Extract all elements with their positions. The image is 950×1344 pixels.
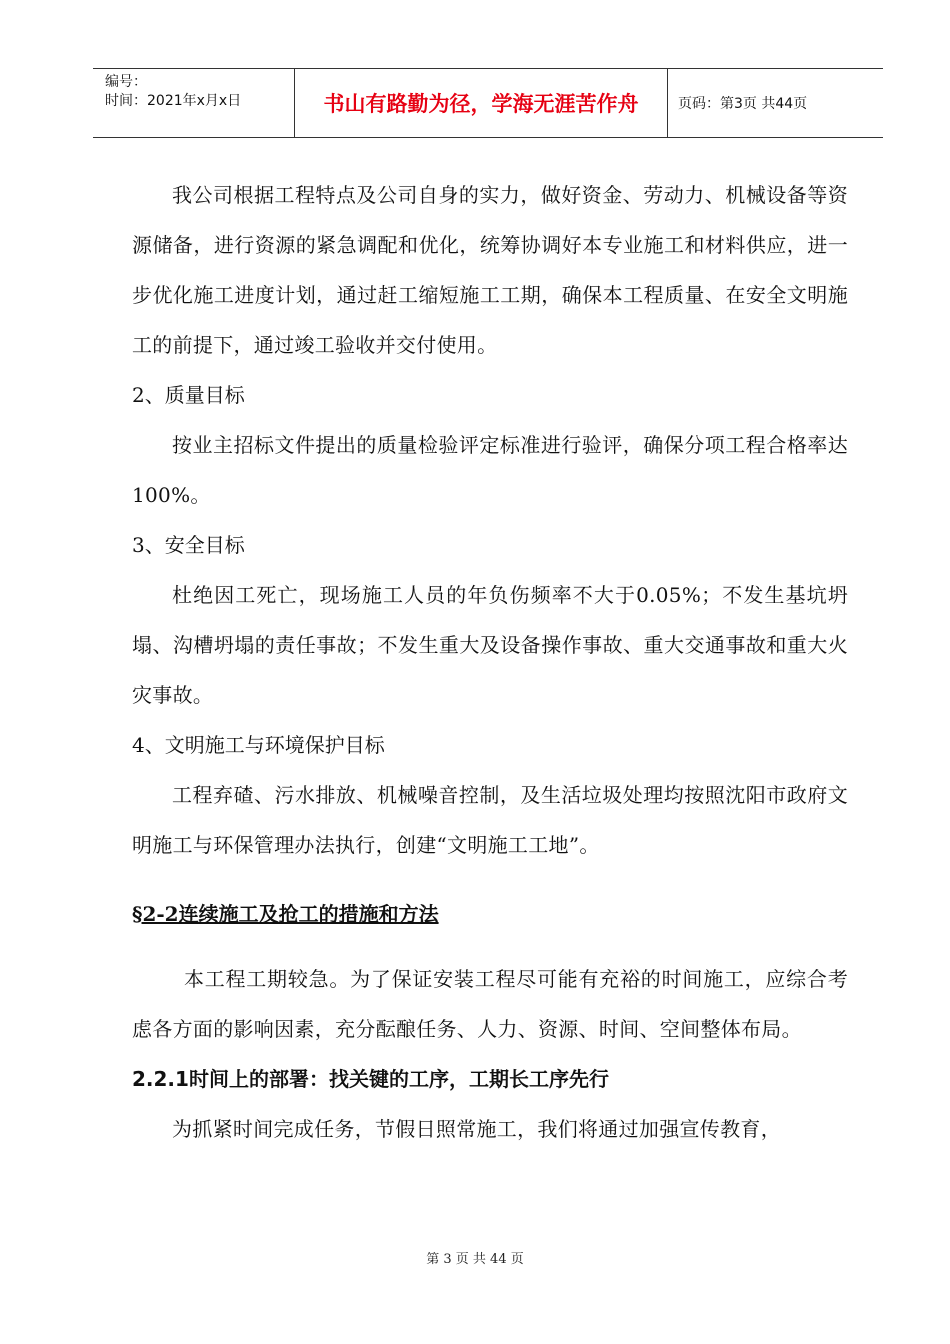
paragraph-holiday-work: 为抓紧时间完成任务，节假日照常施工，我们将通过加强宣传教育， — [172, 1117, 781, 1141]
document-body — [132, 170, 848, 1154]
paragraph-resources: 我公司根据工程特点及公司自身的实力，做好资金、劳动力、机械设备等资源储备，进行资源的紧急调配和优化，统筹协调好本专业施工和材料供应，进一步优化施工进度计划，通过赶工缩短施工工期，确保本工程质量、在安全文明施工的前提下，通过竣工验收并交付使用。 — [132, 183, 848, 357]
heading-quality-goal: 2、质量目标 — [132, 383, 245, 407]
subsection-title: 2.2.1时间上的部署：找关键的工序，工期长工序先行 — [132, 1067, 609, 1091]
page-footer: 第 3 页 共 44 页 — [426, 1252, 524, 1267]
heading-safety-goal: 3、安全目标 — [132, 533, 245, 557]
document-date-label: 时间：2021年x月x日 — [105, 93, 242, 109]
heading-civilized-construction-goal: 4、文明施工与环境保护目标 — [132, 733, 385, 757]
header-motto: 书山有路勤为径，学海无涯苦作舟 — [295, 69, 668, 137]
header-meta-cell — [93, 69, 295, 137]
paragraph-quality: 按业主招标文件提出的质量检验评定标准进行验评，确保分项工程合格率达100%。 — [132, 433, 848, 507]
header-page-indicator: 页码：第3页 共44页 — [678, 96, 808, 112]
section-title: §2-2连续施工及抢工的措施和方法 — [132, 902, 439, 926]
paragraph-environment: 工程弃碴、污水排放、机械噪音控制，及生活垃圾处理均按照沈阳市政府文明施工与环保管理办法执行，创建“文明施工工地”。 — [132, 783, 848, 857]
paragraph-safety: 杜绝因工死亡，现场施工人员的年负伤频率不大于0.05%；不发生基坑坍塌、沟槽坍塌的责任事故；不发生重大及设备操作事故、重大交通事故和重大火灾事故。 — [132, 583, 848, 707]
document-number-label: 编号： — [105, 74, 147, 90]
paragraph-schedule-intro: 本工程工期较急。为了保证安装工程尽可能有充裕的时间施工，应综合考虑各方面的影响因素，充分酝酿任务、人力、资源、时间、空间整体布局。 — [132, 967, 848, 1041]
page-header — [93, 68, 883, 138]
